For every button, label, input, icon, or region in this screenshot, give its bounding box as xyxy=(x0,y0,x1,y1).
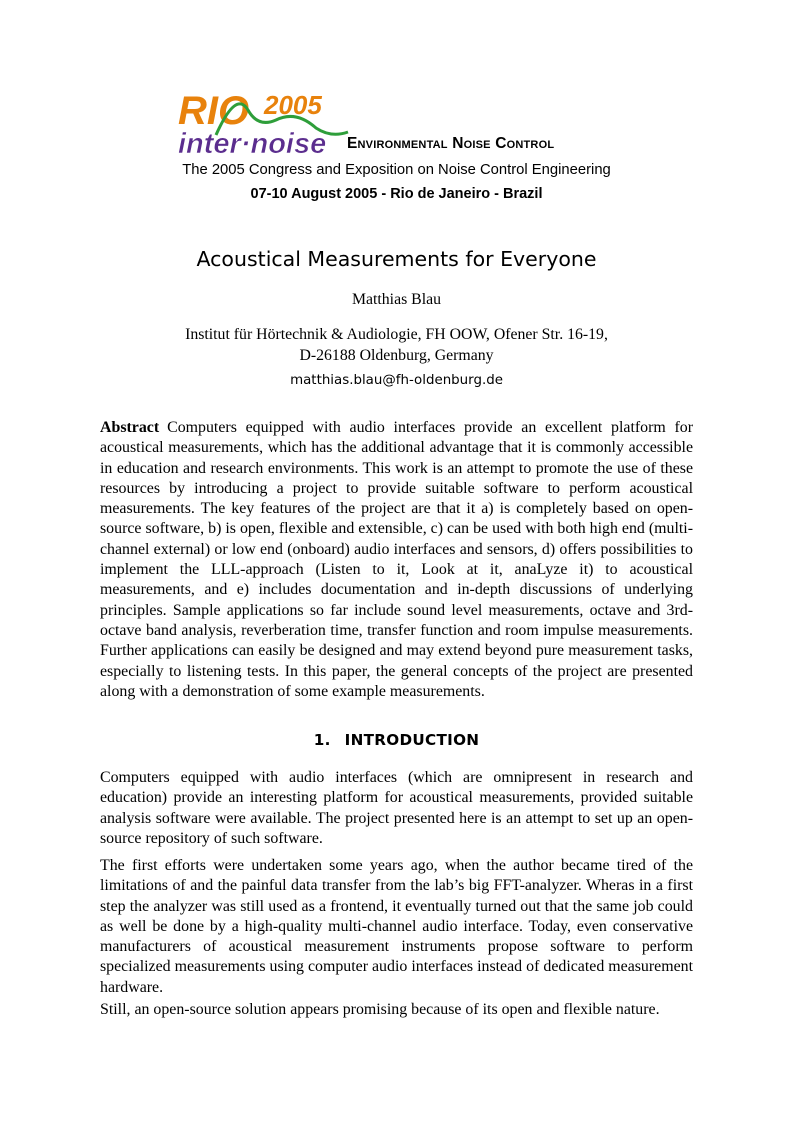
section-title: INTRODUCTION xyxy=(344,731,480,749)
paper-author: Matthias Blau xyxy=(351,291,442,308)
conference-name: The 2005 Congress and Exposition on Noise Control Engineering xyxy=(182,162,611,178)
conference-theme: Environmental Noise Control xyxy=(347,135,555,152)
intro-paragraph-2: The first efforts were undertaken some years ago, when the author became tired of the limitations of and the painful data transfer from the lab’s big FFT-analyzer. Wheras in a first step the analyzer was still used as a frontend, it eventually turned out that the same job could as well be done by a high-quality multi-channel audio interface. Today, even conservative manufacturers of acoustical measurement instruments propose software to perform specialized measurements using computer audio interfaces instead of dedicated measurement hardware. xyxy=(100,857,693,996)
abstract-label: Abstract xyxy=(100,419,160,436)
author-email: matthias.blau@fh-oldenburg.de xyxy=(290,373,503,388)
conference-header xyxy=(0,80,793,205)
logo-year-text: 2005 xyxy=(264,90,322,120)
author-affiliation xyxy=(0,324,793,366)
intro-paragraph-3: Still, an open-source solution appears promising because of its open and flexible nature. xyxy=(100,1001,660,1018)
conference-dates: 07-10 August 2005 - Rio de Janeiro - Brazil xyxy=(250,186,543,202)
logo-rio-text: RIO xyxy=(178,89,250,133)
logo-brand-text: inter·noise xyxy=(178,128,327,160)
section-heading-introduction xyxy=(0,731,793,749)
abstract-text: Computers equipped with audio interfaces provide an excellent platform for acoustical measurements, which has the additional advantage that it is commonly accessible in education and research environments. This work is an attempt to promote the use of these resources by introducing a project to provide suitable software to perform acoustical measurements. The key features of the project are that it a) is completely based on open-source software, b) is open, flexible and extensible, c) can be used with both high end (multi-channel external) or low end (onboard) audio interfaces and sensors, d) offers possibilities to implement the LLL-approach (Listen to it, Look at it, anaLyze it) to acoustical measurements, and e) includes documentation and in-depth discussions of underlying principles. Sample applications so far include sound level measurements, octave and 3rd-octave band analysis, reverberation time, transfer function and room impulse measurements. Further applications can easily be designed and may extend beyond pure measurement tasks, especially to listening tests. In this paper, the general concepts of the project are presented along with a demonstration of some example measurements. xyxy=(100,419,693,700)
abstract-paragraph xyxy=(100,418,693,702)
intro-paragraph-1: Computers equipped with audio interfaces (which are omnipresent in research and education) provide an interesting platform for acoustical measurements, provided suitable analysis software were available. The project presented here is an attempt to set up an open-source repository of such software. xyxy=(100,769,693,847)
affiliation-line-2: D-26188 Oldenburg, Germany xyxy=(299,347,494,364)
affiliation-line-1: Institut für Hörtechnik & Audiologie, FH OOW, Ofener Str. 16-19, xyxy=(185,326,608,343)
internoise-logo xyxy=(176,80,351,160)
paper-title: Acoustical Measurements for Everyone xyxy=(196,247,597,271)
section-number: 1. xyxy=(313,731,331,749)
